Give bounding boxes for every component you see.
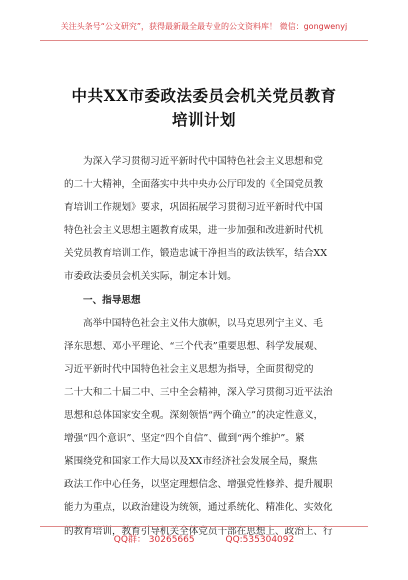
body-line: 高举中国特色社会主义伟大旗帜，以马克思列宁主义、毛 (83, 317, 323, 329)
body-line: 习近平新时代中国特色社会主义思想为指导，全面贯彻党的 (64, 363, 314, 375)
title-line-2: 培训计划 (171, 110, 236, 129)
body-line: 思想和总体国家安全观。深刻领悟“两个确立”的决定性意义， (64, 410, 324, 422)
body-line: 关党员教育培训工作，锻造忠诚干净担当的政法铁军，结合XX (64, 248, 328, 260)
body-line: 的二十大精神，全面落实中共中央办公厅印发的《全国党员教 (64, 179, 324, 191)
footer-qq: QQ:535304092 (225, 535, 295, 545)
body-line: 政法工作中心任务，以坚定理想信念、增强党性修养、提升履职 (64, 479, 333, 491)
body-line: 特色社会主义思想主题教育成果，进一步加强和改进新时代机 (64, 225, 324, 237)
document-title (40, 84, 368, 132)
body-line: 二十大和二十届二中、三中全会精神，深入学习贯彻习近平法治 (64, 386, 333, 398)
top-banner (40, 14, 368, 41)
document-body (64, 150, 350, 543)
body-line: 市委政法委员会机关实际，制定本计划。 (64, 271, 237, 283)
footer-bar (40, 526, 368, 551)
banner-text: 关注头条号“公文研究”，获得最新最全最专业的公文资料库！ 微信：gongwenyj (60, 22, 348, 31)
body-line: 的教育培训，教育引导机关全体党员干部在思想上、政治上、行 (64, 525, 333, 537)
footer-qq-group: QQ群： 30265665 (113, 535, 195, 545)
body-line: 能力为重点，以政治建设为统领，通过系统化、精准化、实效化 (64, 502, 333, 514)
body-line: 增强“四个意识”、坚定“四个自信”、做到“两个维护”。紧 (64, 433, 305, 445)
title-line-1: 中共XX市委政法委员会机关党员教育 (71, 86, 337, 105)
body-line: 为深入学习贯彻习近平新时代中国特色社会主义思想和党 (83, 156, 323, 167)
body-line: 泽东思想、邓小平理论、“三个代表”重要思想、科学发展观、 (64, 340, 324, 352)
body-line: 育培训工作规划》要求，巩固拓展学习贯彻习近平新时代中国 (64, 202, 324, 214)
section-heading: 一、指导思想 (83, 294, 141, 306)
body-line: 紧围绕党和国家工作大局以及XX市经济社会发展全局，聚焦 (64, 456, 318, 468)
